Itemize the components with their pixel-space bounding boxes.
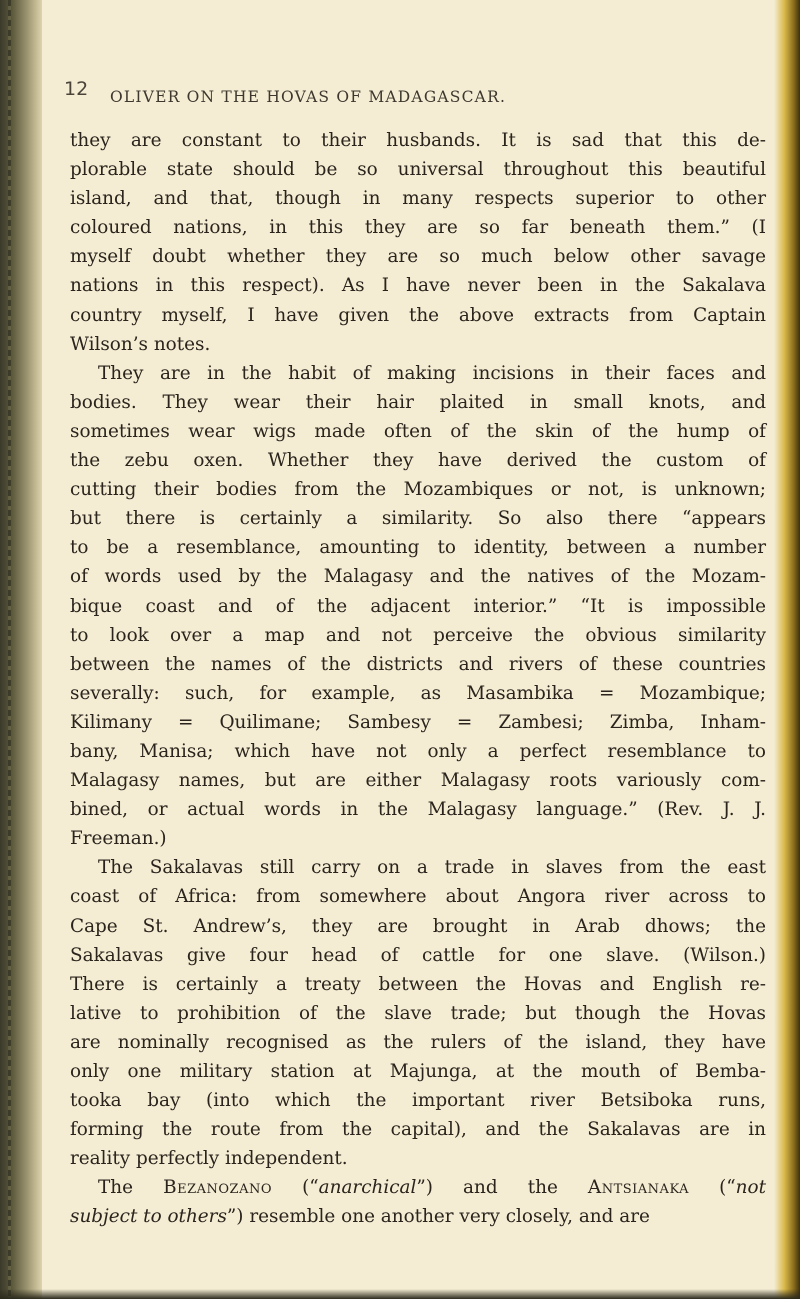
text-line: coloured nations, in this they are so far beneath them.” (I xyxy=(70,217,766,239)
text-line: country myself, I have given the above extracts from Captain xyxy=(70,304,766,326)
text-fragment: ”) and the xyxy=(416,1177,588,1199)
text-line: lative to prohibition of the slave trade; but though the Hovas xyxy=(70,1002,766,1024)
running-head: OLIVER ON THE HOVAS OF MADAGASCAR. xyxy=(110,88,507,106)
final-paragraph xyxy=(70,1173,766,1231)
text-line: are nominally recognised as the rulers of the island, they have xyxy=(70,1031,766,1053)
text-line: reality perfectly independent. xyxy=(70,1148,348,1170)
text-line: island, and that, though in many respects superior to other xyxy=(70,188,766,210)
gloss-italic: anarchical xyxy=(318,1177,417,1199)
text-line: Sakalavas give four head of cattle for one slave. (Wilson.) xyxy=(70,944,766,966)
text-line: The Sakalavas still carry on a trade in slaves from the east xyxy=(98,857,766,879)
book-binding xyxy=(0,0,42,1299)
text-line: to be a resemblance, amounting to identity, between a number xyxy=(70,537,766,559)
text-line: to look over a map and not perceive the obvious similarity xyxy=(70,624,766,646)
text-line: Cape St. Andrew’s, they are brought in Arab dhows; the xyxy=(70,915,766,937)
gloss-italic: not xyxy=(735,1177,766,1199)
text-line: Wilson’s notes. xyxy=(70,333,211,355)
gloss-italic: subject to others xyxy=(70,1206,227,1228)
text-line xyxy=(70,1202,766,1231)
text-fragment: (“ xyxy=(272,1177,319,1199)
text-line: Kilimany = Quilimane; Sambesy = Zambesi; Zimba, Inham- xyxy=(70,711,766,733)
page-header xyxy=(58,66,770,106)
text-line: myself doubt whether they are so much below other savage xyxy=(70,246,766,268)
text-line: cutting their bodies from the Mozambiques or not, is unknown; xyxy=(70,479,766,501)
text-fragment: (“ xyxy=(689,1177,736,1199)
text-line: sometimes wear wigs made often of the skin of the hump of xyxy=(70,420,766,442)
book-page xyxy=(58,66,770,1232)
text-line: of words used by the Malagasy and the natives of the Mozam- xyxy=(70,566,766,588)
body-text xyxy=(58,126,766,1232)
page-number: 12 xyxy=(64,78,89,100)
page-bottom-shadow xyxy=(0,1289,800,1299)
text-line: but there is certainly a similarity. So also there “appears xyxy=(70,508,766,530)
text-line: They are in the habit of making incisions in their faces and xyxy=(98,362,766,384)
text-line xyxy=(70,1173,766,1202)
tribe-name: Bezanozano xyxy=(163,1177,272,1199)
text-line: bany, Manisa; which have not only a perfect resemblance to xyxy=(70,740,766,762)
text-line: tooka bay (into which the important river Betsiboka runs, xyxy=(70,1090,766,1112)
text-line: Freeman.) xyxy=(70,828,167,850)
text-line: the zebu oxen. Whether they have derived the custom of xyxy=(70,450,766,472)
text-line: nations in this respect). As I have never been in the Sakalava xyxy=(70,275,766,297)
text-line: severally: such, for example, as Masambika = Mozambique; xyxy=(70,682,766,704)
text-line: Malagasy names, but are either Malagasy roots variously com- xyxy=(70,770,766,792)
text-line: bodies. They wear their hair plaited in small knots, and xyxy=(70,391,766,413)
text-fragment: The xyxy=(98,1177,164,1199)
text-line: bique coast and of the adjacent interior.” “It is impossible xyxy=(70,595,766,617)
text-fragment: ”) resemble one another very closely, and are xyxy=(226,1206,650,1228)
text-line: forming the route from the capital), and the Sakalavas are in xyxy=(70,1119,766,1141)
text-line: plorable state should be so universal throughout this beautiful xyxy=(70,159,766,181)
page-edge-shadow xyxy=(774,0,800,1299)
text-line: coast of Africa: from somewhere about Angora river across to xyxy=(70,886,766,908)
text-line: only one military station at Majunga, at the mouth of Bemba- xyxy=(70,1061,766,1082)
text-line: bined, or actual words in the Malagasy language.” (Rev. J. J. xyxy=(70,799,766,821)
text-line: There is certainly a treaty between the Hovas and English re- xyxy=(70,973,766,995)
tribe-name: Antsianaka xyxy=(587,1177,690,1199)
text-line: between the names of the districts and rivers of these countries xyxy=(70,653,766,675)
text-line: they are constant to their husbands. It is sad that this de- xyxy=(70,130,766,151)
